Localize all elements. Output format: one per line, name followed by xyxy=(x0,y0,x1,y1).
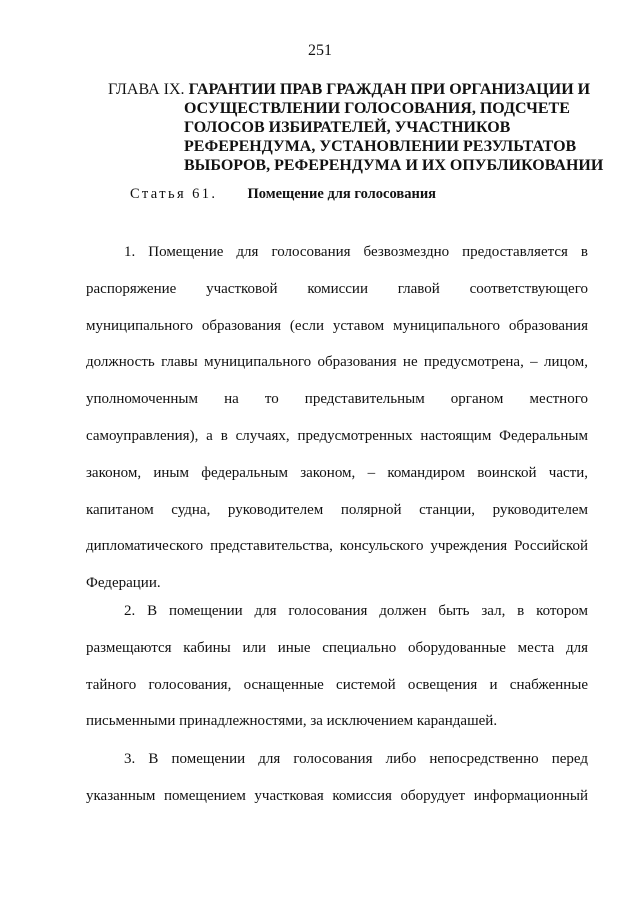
paragraph-line: письменными принадлежностями, за исключением карандашей. xyxy=(86,713,498,730)
chapter-title-line: ВЫБОРОВ, РЕФЕРЕНДУМА И ИХ ОПУБЛИКОВАНИИ xyxy=(184,157,604,174)
paragraph-line: 3. В помещении для голосования либо непосредственно перед xyxy=(124,751,588,767)
paragraph-line: самоуправления), а в случаях, предусмотренных настоящим Федеральным xyxy=(86,427,588,444)
paragraph-line: тайного голосования, оснащенные системой освещения и снабженные xyxy=(86,676,588,693)
paragraph-line: Федерации. xyxy=(86,575,161,592)
paragraph-1 xyxy=(86,234,588,602)
chapter-title-line: ОСУЩЕСТВЛЕНИИ ГОЛОСОВАНИЯ, ПОДСЧЕТЕ xyxy=(184,100,570,117)
chapter-title-line: РЕФЕРЕНДУМА, УСТАНОВЛЕНИИ РЕЗУЛЬТАТОВ xyxy=(184,138,577,155)
page-number: 251 xyxy=(308,42,332,59)
paragraph-line: размещаются кабины или иные специально оборудованные места для xyxy=(86,639,588,656)
paragraph-line: 1. Помещение для голосования безвозмездно предоставляется в xyxy=(124,244,588,260)
article-number: Статья 61. xyxy=(130,186,218,202)
paragraph-2 xyxy=(86,593,588,740)
chapter-title-line: ГОЛОСОВ ИЗБИРАТЕЛЕЙ, УЧАСТНИКОВ xyxy=(184,119,511,136)
paragraph-line: указанным помещением участковая комиссия оборудует информационный xyxy=(86,787,588,804)
paragraph-line: муниципального образования (если уставом муниципального образования xyxy=(86,317,588,334)
chapter-heading-line-1 xyxy=(108,80,608,99)
paragraph-line: уполномоченным на то представительным органом местного xyxy=(86,391,588,408)
paragraph-line: капитаном судна, руководителем полярной станции, руководителем xyxy=(86,501,588,518)
paragraph-line: 2. В помещении для голосования должен быть зал, в котором xyxy=(124,603,588,619)
chapter-number: ГЛАВА IX. xyxy=(108,81,185,98)
chapter-title-line: ГАРАНТИИ ПРАВ ГРАЖДАН ПРИ ОРГАНИЗАЦИИ И xyxy=(188,81,591,98)
article-heading xyxy=(130,186,436,203)
paragraph-line: дипломатического представительства, консульского учреждения Российской xyxy=(86,538,588,555)
paragraph-3 xyxy=(86,741,588,815)
paragraph-line: распоряжение участковой комиссии главой соответствующего xyxy=(86,280,588,297)
chapter-heading xyxy=(108,80,608,175)
paragraph-line: должность главы муниципального образования не предусмотрена, – лицом, xyxy=(86,354,588,371)
paragraph-line: законом, иным федеральным законом, – командиром воинской части, xyxy=(86,464,588,481)
article-title: Помещение для голосования xyxy=(247,186,437,202)
